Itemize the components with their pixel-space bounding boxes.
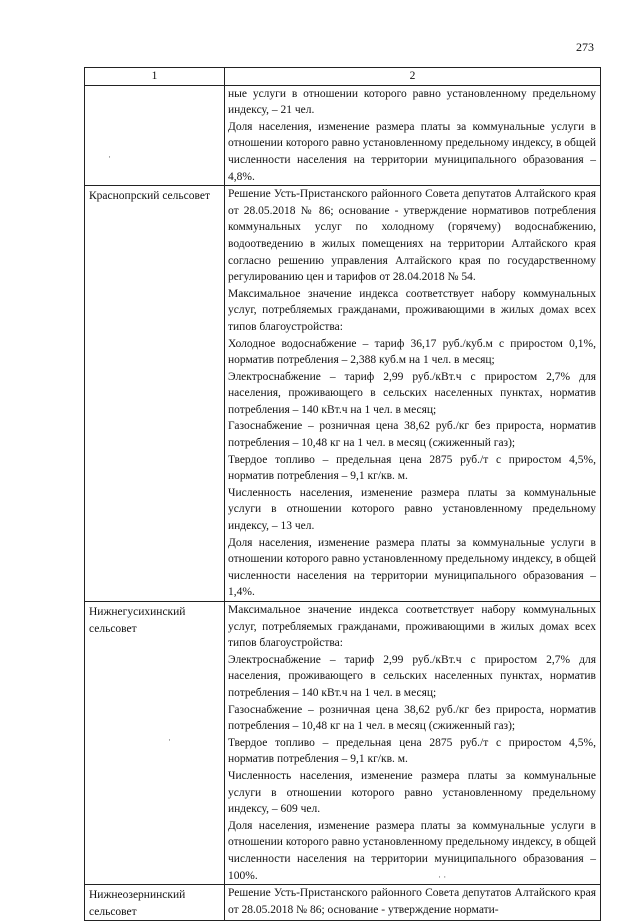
- municipality-name-cell: [85, 85, 225, 186]
- description-paragraph: Численность населения, изменение размера платы за коммунальные услуги в отношении которого равно установленному предельному индексу, – 609 чел.: [228, 769, 596, 816]
- scan-speck: ·: [168, 735, 171, 745]
- municipality-name-cell: Нижнегусихинский сельсовет: [85, 602, 225, 885]
- description-paragraph: Доля населения, изменение размера платы за коммунальные услуги в отношении которого равно установленному предельному индексу, в общей численности населения на территории муниципального образования – 1,4%.: [228, 536, 596, 599]
- description-paragraph: Электроснабжение – тариф 2,99 руб./кВт.ч с приростом 2,7% для населения, проживающего в сельских населенных пунктах, норматив потребления – 140 кВт.ч на 1 чел. в месяц;: [228, 653, 596, 699]
- description-paragraph: Доля населения, изменение размера платы за коммунальные услуги в отношении которого равно установленному предельному индексу, в общей численности населения на территории муниципального образования – 100%.: [228, 819, 596, 882]
- description-paragraph: Холодное водоснабжение – тариф 36,17 руб./куб.м с приростом 0,1%, норматив потребления – 2,388 куб.м на 1 чел. в месяц;: [228, 337, 596, 367]
- page-number: 273: [576, 40, 594, 54]
- description-paragraph: Электроснабжение – тариф 2,99 руб./кВт.ч с приростом 2,7% для населения, проживающего в сельских населенных пунктах, норматив потребления – 140 кВт.ч на 1 чел. в месяц;: [228, 370, 596, 416]
- description-paragraph: Решение Усть-Пристанского районного Совета депутатов Алтайского края от 28.05.2018 № 86; основание - утверждение нормативов потребления коммунальных услуг по холодному (горячему) водоснабжению, водоотведению в жилых помещениях на территории Алтайского края согласно решению управления Алтайского края по государственному регулированию цен и тарифов от 28.04.2018 № 54.: [228, 188, 596, 284]
- description-paragraph: Численность населения, изменение размера платы за коммунальные услуги в отношении которого равно установленному предельному индексу, – 13 чел.: [228, 486, 596, 533]
- municipality-name-cell: Краснопрский сельсовет: [85, 186, 225, 602]
- description-paragraph: Максимальное значение индекса соответствует набору коммунальных услуг, потребляемых гражданами, проживающими в жилых домах всех типов благоустройства:: [228, 287, 596, 333]
- column-header-2: 2: [225, 68, 601, 86]
- description-cell: [225, 186, 601, 602]
- table-header-row: [85, 68, 601, 86]
- description-cell: [225, 602, 601, 885]
- description-paragraph: Максимальное значение индекса соответствует набору коммунальных услуг, потребляемых гражданами, проживающими в жилых домах всех типов благоустройства:: [228, 604, 596, 650]
- municipal-tariff-table: [84, 67, 601, 921]
- description-paragraph: Твердое топливо – предельная цена 2875 руб./т с приростом 4,5%, норматив потребления – 9,1 кг/кв. м.: [228, 453, 596, 483]
- description-paragraph: ные услуги в отношении которого равно установленному предельному индексу, – 21 чел.: [228, 87, 596, 117]
- table-row: [85, 602, 601, 885]
- description-paragraph: Твердое топливо – предельная цена 2875 руб./т с приростом 4,5%, норматив потребления – 9,1 кг/кв. м.: [228, 736, 596, 766]
- column-header-1: 1: [85, 68, 225, 86]
- scan-speck: ·: [108, 152, 111, 162]
- description-cell: [225, 885, 601, 921]
- description-paragraph: Решение Усть-Пристанского районного Совета депутатов Алтайского края от 28.05.2018 № 86; основание - утверждение нормати-: [228, 887, 596, 916]
- table-row: [85, 885, 601, 921]
- description-paragraph: Газоснабжение – розничная цена 38,62 руб./кг без прироста, норматив потребления – 10,48 кг на 1 чел. в месяц (сжиженный газ);: [228, 420, 596, 450]
- description-paragraph: Доля населения, изменение размера платы за коммунальные услуги в отношении которого равно установленному предельному индексу, в общей численности населения на территории муниципального образования – 4,8%.: [228, 120, 596, 183]
- description-cell: [225, 85, 601, 186]
- scan-speck: · ·: [438, 872, 447, 882]
- table-row: [85, 85, 601, 186]
- table-row: [85, 186, 601, 602]
- municipality-name-cell: Нижнеозернинский сельсовет: [85, 885, 225, 921]
- description-paragraph: Газоснабжение – розничная цена 38,62 руб./кг без прироста, норматив потребления – 10,48 кг на 1 чел. в месяц (сжиженный газ);: [228, 703, 596, 733]
